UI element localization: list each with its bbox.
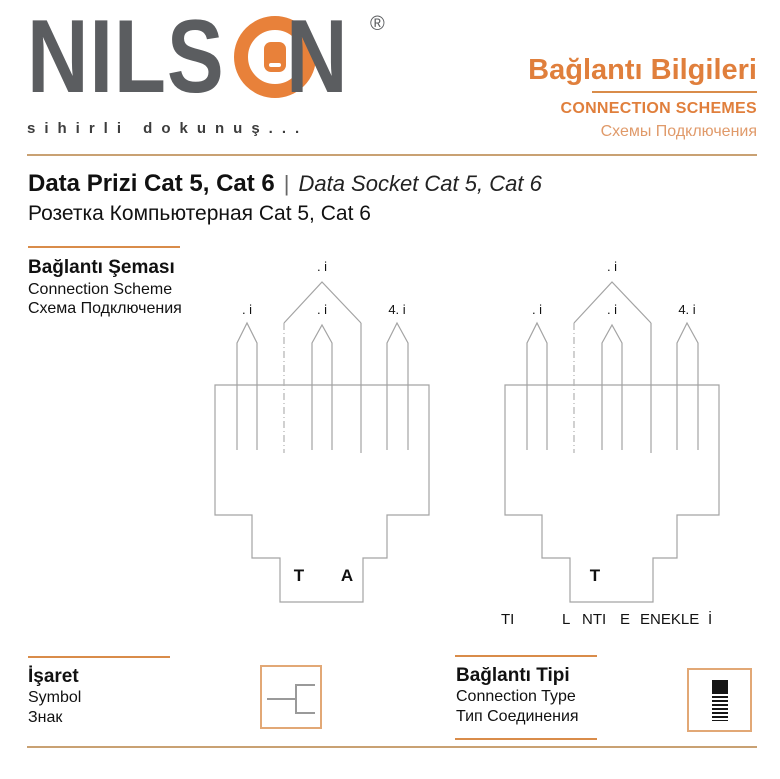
header-title-en: CONNECTION SCHEMES <box>560 100 757 118</box>
caption-fragment: L <box>562 611 571 628</box>
scheme-section-label <box>28 257 182 319</box>
idc-connector-box <box>687 668 752 732</box>
logo-text-left: NILS <box>27 0 225 115</box>
scheme-section-line <box>28 246 180 248</box>
brand-logo <box>27 0 385 137</box>
footer-divider <box>27 746 757 748</box>
idc-connector-top <box>712 680 728 692</box>
connector-diagram-right <box>503 256 723 608</box>
wiring-letter-a: A <box>340 566 354 585</box>
right-diagram-caption <box>495 611 745 633</box>
caption-fragment: NTI <box>582 611 607 628</box>
pair-label-middle: . i <box>606 302 618 317</box>
symbol-section-line <box>28 656 170 658</box>
caption-fragment: ENEKLE <box>640 611 700 628</box>
caption-fragment: TI <box>501 611 515 628</box>
caption-fragment: E <box>620 611 631 628</box>
connection-type-ru: Тип Соединения <box>456 707 579 725</box>
socket-symbol-icon <box>262 667 320 727</box>
pair-label-left: . i <box>241 302 253 317</box>
product-title-ru: Розетка Компьютерная Cat 5, Cat 6 <box>28 202 371 225</box>
wiring-letter-t: T <box>589 566 601 585</box>
scheme-label-tr: Bağlantı Şeması <box>28 257 175 278</box>
socket-symbol-box <box>260 665 322 729</box>
logo-text-right: N <box>285 0 349 115</box>
product-title-tr: Data Prizi Cat 5, Cat 6 <box>28 170 275 197</box>
symbol-label-tr: İşaret <box>28 666 79 687</box>
connection-type-label <box>456 665 579 726</box>
connection-type-line-bottom <box>455 738 597 740</box>
logo-row <box>27 0 385 115</box>
registered-trademark-icon: ® <box>370 13 385 35</box>
header-title-tr: Bağlantı Bilgileri <box>528 54 757 86</box>
header-underline <box>592 91 757 93</box>
idc-connector-stripes <box>712 692 728 721</box>
symbol-label-ru: Знак <box>28 708 63 726</box>
connection-info-header <box>528 54 757 141</box>
brand-tagline: sihirli dokunuş... <box>27 120 309 137</box>
scheme-label-ru: Схема Подключения <box>28 300 182 318</box>
socket-pictogram-icon <box>264 42 286 72</box>
pair-label-left: . i <box>531 302 543 317</box>
socket-dash-icon <box>269 63 281 67</box>
connection-type-tr: Bağlantı Tipi <box>456 665 570 686</box>
caption-fragment: İ <box>708 611 713 628</box>
header-divider <box>27 154 757 156</box>
pair-label-top: . i <box>606 259 618 274</box>
header-title-ru: Схемы Подключения <box>600 123 757 141</box>
product-title-en: Data Socket Cat 5, Cat 6 <box>298 171 542 196</box>
symbol-label-en: Symbol <box>28 689 82 707</box>
pair-label-right: 4. i <box>388 302 406 317</box>
connection-type-line-top <box>455 655 597 657</box>
pair-label-middle: . i <box>316 302 328 317</box>
connection-type-en: Connection Type <box>456 688 576 706</box>
wiring-letter-t: T <box>293 566 305 585</box>
idc-connector-icon <box>712 680 728 721</box>
symbol-section-label <box>28 666 81 727</box>
scheme-label-en: Connection Scheme <box>28 280 173 298</box>
connector-diagram-left <box>213 256 433 608</box>
pair-label-top: . i <box>316 259 328 274</box>
title-separator: | <box>283 171 290 196</box>
product-title-block <box>28 170 542 226</box>
pair-label-right: 4. i <box>678 302 696 317</box>
